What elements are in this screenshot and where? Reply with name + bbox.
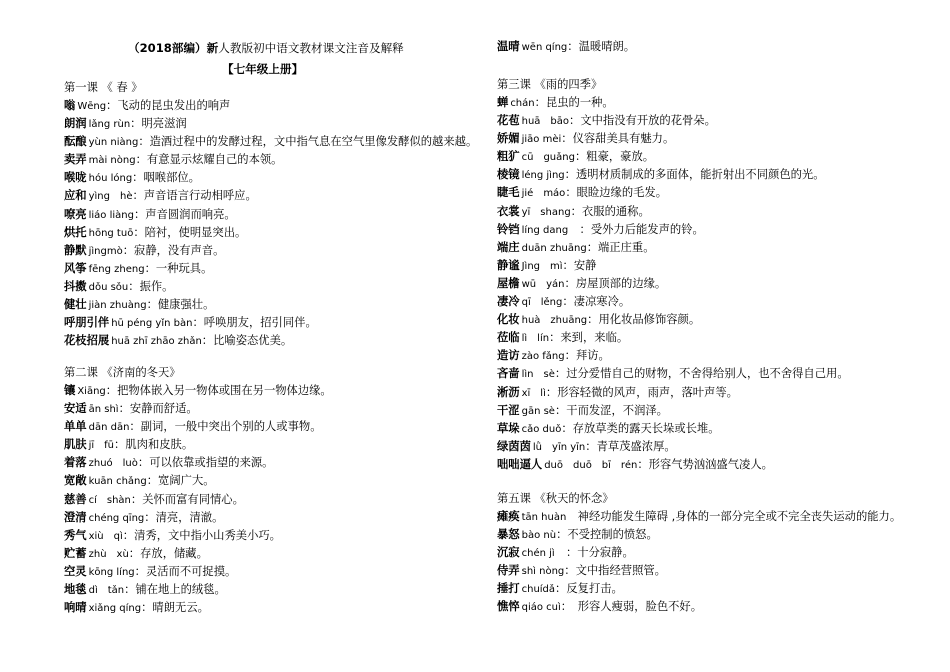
vocab-word: 侍弄 [497,564,520,578]
vocab-definition: 声音语言行动相呼应。 [143,189,257,203]
vocab-separator: ： [545,385,558,399]
lesson-section [64,364,489,617]
vocab-word: 娇媚 [497,132,520,146]
vocab-word: 干涩 [497,403,520,417]
vocab-word: 憔悴 [497,600,520,614]
vocab-definition: 房屋顶部的边缘。 [575,276,667,290]
vocab-definition: 呼唤朋友，招引同伴。 [203,316,317,330]
vocab-separator: ： [141,601,153,615]
vocab-entry [64,187,489,205]
vocab-pinyin: duān zhuāng [521,242,587,254]
lesson-section [64,79,489,350]
vocab-definition: 灵活而不可捉摸。 [145,564,237,578]
vocab-definition: 清秀，文中指小山秀美小巧。 [134,528,281,542]
vocab-pinyin: léng jìng [521,170,565,182]
vocab-pinyin: hóu lóng [88,173,133,185]
vocab-word: 沉寂 [497,546,520,560]
vocab-pinyin: chén jì [521,548,555,560]
vocab-pinyin: cí shàn [88,494,131,506]
vocab-separator: ： [565,186,577,200]
vocab-separator: ： [554,403,567,417]
vocab-entry [64,332,489,350]
vocab-word: 卖弄 [64,153,87,167]
vocab-definition: 铺在地上的绒毯。 [135,583,226,597]
vocab-separator: ： [561,132,573,146]
vocab-separator: ： [146,474,159,488]
vocab-word: 嘹亮 [64,207,87,221]
vocab-entry [497,438,942,456]
vocab-separator: ： [137,456,150,470]
vocab-definition: 比喻姿态优美。 [213,334,293,348]
vocab-separator: ： [122,528,135,542]
vocab-separator: ： [133,207,146,221]
vocab-entry [497,203,942,221]
vocab-definition: 拜访。 [575,349,610,363]
vocab-separator: ： [574,150,587,164]
vocab-word: 吝啬 [497,367,520,381]
vocab-word: 凄冷 [497,295,520,309]
vocab-word: 肌肤 [64,438,87,452]
vocab-entry [64,527,489,545]
vocab-word: 健壮 [64,298,87,312]
vocab-entry [497,580,942,598]
vocab-entry [64,314,489,332]
vocab-definition: 用化妆品修饰容颜。 [598,313,701,327]
vocab-definition: 十分寂静。 [577,546,634,560]
vocab-pinyin: lì lín [521,333,550,345]
vocab-separator: ： [564,168,576,182]
vocab-definition: 咽喉部位。 [143,171,200,185]
vocab-word: 嗡 [64,99,76,112]
vocab-definition: 寂静，没有声音。 [134,243,225,257]
lesson-section [497,38,942,56]
lesson-heading: 第二课 《济南的冬天》 [64,366,181,379]
vocab-entry [497,239,942,257]
vocab-word: 咄咄逼人 [497,457,543,471]
vocab-pinyin: qiáo cuì [521,602,561,614]
vocab-pinyin: shì nòng [521,566,565,578]
vocab-definition: 不受控制的愤怒。 [567,528,658,542]
vocab-word: 蝉 [497,96,509,109]
lesson-heading: 第三课 《雨的四季》 [497,78,603,91]
vocab-entry [64,563,489,581]
vocab-pinyin: ān shì [88,404,119,416]
vocab-entry [64,242,489,260]
vocab-separator: ： [132,171,144,185]
vocab-pinyin: Jìng mì [521,260,563,272]
vocab-pinyin: chéng qīng [88,512,145,524]
vocab-definition: 形容人瘦弱，脸色不好。 [566,600,703,614]
vocab-definition: 存放，储藏。 [140,546,208,560]
vocab-entry [497,311,942,329]
vocab-entry [497,275,942,293]
vocab-entry [64,278,489,296]
vocab-entry [64,436,489,454]
vocab-entry [497,293,942,311]
vocab-definition: 端正庄重。 [598,240,655,254]
vocab-pinyin: jī fū [88,440,115,452]
lesson-heading: 第一课 《 春 》 [64,81,143,94]
vocab-entry [64,296,489,314]
vocab-word: 粗犷 [497,150,520,164]
vocab-separator: ： [129,420,141,434]
vocab-word: 睫毛 [497,186,520,200]
vocab-definition: 宽阔广大。 [158,474,215,488]
vocab-entry [497,94,942,112]
vocab-word: 莅临 [497,331,520,345]
vocab-entry [64,224,489,242]
vocab-definition: 有意显示炫耀自己的本领。 [146,153,283,167]
vocab-definition: 声音圆润而响亮。 [145,207,236,221]
vocab-definition: 陪衬，使明显突出。 [144,225,247,239]
vocab-pinyin: zhù xù [88,548,129,560]
vocab-definition: 反复打击。 [566,582,623,596]
vocab-definition: 造酒过程中的发酵过程，文中指气息在空气里像发酵似的越来越。 [149,135,478,149]
vocab-separator: ： [106,99,118,112]
vocab-word: 应和 [64,189,87,203]
vocab-entry [64,454,489,472]
vocab-separator: ： [144,261,156,275]
vocab-word: 棱镜 [497,168,520,182]
vocab-entry [497,562,942,580]
vocab-pinyin: jìngmò [88,245,123,257]
vocab-separator: ： [549,331,561,345]
vocab-definition: 晴朗无云。 [152,601,209,615]
vocab-word: 花枝招展 [64,334,110,348]
vocab-separator: ： [124,583,136,597]
vocab-definition: 把物体嵌入另一物体或围在另一物体边缘。 [117,384,332,397]
vocab-entry [64,400,489,418]
vocab-pinyin: lǎng rùn [88,119,131,131]
vocab-word: 衣裳 [497,204,520,218]
vocab-separator: ： [105,384,118,397]
vocab-word: 贮蓄 [64,546,87,560]
vocab-pinyin: bào nù [521,530,557,542]
vocab-word: 呼朋引伴 [64,316,110,330]
vocab-separator: ： [134,564,146,578]
vocab-entry [497,384,942,402]
vocab-entry [497,402,942,420]
vocab-entry [64,115,489,133]
vocab-definition: 振作。 [139,279,174,293]
vocab-separator: ： [554,367,567,381]
vocab-separator [566,510,577,523]
vocab-separator: ： [586,240,598,254]
vocab-definition: 可以依靠或指望的来源。 [149,456,274,470]
vocab-pinyin: qī lěng [521,297,563,309]
vocab-pinyin: yìng hè [88,191,133,203]
vocab-definition: 透明材质制成的多面体，能折射出不同颜色的光。 [575,168,825,182]
vocab-definition: 一种玩具。 [155,261,213,275]
vocab-separator: ： [144,510,156,524]
vocab-entry [497,544,942,562]
vocab-pinyin: kuān chǎng [88,476,147,488]
vocab-word: 花苞 [497,114,520,128]
vocab-separator: ： [585,439,597,453]
vocab-pinyin: dān dān [88,422,130,434]
vocab-pinyin: jiāo mèi [521,134,562,146]
vocab-word: 绿茵茵 [497,439,531,453]
vocab-pinyin: huā bāo [521,116,570,128]
vocab-entry [64,206,489,224]
vocab-word: 慈善 [64,492,87,506]
vocab-definition: 形容气势汹汹盛气凌人。 [648,457,773,471]
vocab-separator: ： [569,114,581,128]
vocab-pinyin: jiàn zhuàng [88,300,147,312]
vocab-separator: ： [138,135,150,149]
vocab-definition: 文中指没有开放的花骨朵。 [580,114,716,128]
vocab-entry [64,151,489,169]
vocab-word: 镶 [64,384,76,397]
vocab-entry [497,221,942,239]
vocab-pinyin: yùn niàng [88,137,139,149]
vocab-pinyin: chán [510,98,535,109]
vocab-definition: 安静而舒适。 [129,402,198,416]
vocab-pinyin: líng dang [521,224,569,236]
vocab-separator: ： [564,564,576,578]
vocab-pinyin: hōng tuō [88,227,134,239]
vocab-pinyin: liáo liàng [88,209,134,221]
vocab-definition: 形容轻微的风声，雨声，落叶声等。 [557,385,738,399]
vocab-definition: 关怀而富有同情心。 [142,492,244,506]
vocab-separator: ： [133,225,145,239]
vocab-separator: ： [637,457,649,471]
vocab-word: 地毯 [64,583,87,597]
vocab-entry [497,329,942,347]
vocab-entry [64,599,489,617]
vocab-entry [497,130,942,148]
vocab-entry [497,347,942,365]
vocab-word: 屋檐 [497,276,520,290]
vocab-word: 酝酿 [64,135,87,149]
vocab-pinyin: cǎo duǒ [521,423,562,435]
document-subtitle: 【七年级上册】 [222,62,304,76]
vocab-entry [64,418,489,436]
vocab-word: 抖擞 [64,279,87,293]
vocab-entry [497,598,942,616]
vocab-definition: 凄凉寒冷。 [573,295,631,309]
vocab-definition: 青草茂盛浓厚。 [596,439,676,453]
vocab-word: 响晴 [64,601,87,615]
vocab-word: 宽敞 [64,474,87,488]
vocab-definition: 清亮，清澈。 [155,510,224,524]
vocab-entry [64,581,489,599]
vocab-separator: ： [567,40,579,53]
vocab-pinyin: lǜ yīn yīn [532,441,586,453]
vocab-separator: ： [534,96,546,109]
vocab-definition: 健康强壮。 [157,298,215,312]
vocab-word: 淅沥 [497,385,520,399]
vocab-word: 单单 [64,420,87,434]
vocab-separator: ： [118,402,130,416]
vocab-separator: ： [146,298,158,312]
vocab-entry [497,456,942,474]
vocab-definition: 仪容甜美具有魅力。 [572,132,675,146]
vocab-definition: 明亮滋润 [141,117,187,131]
vocab-word: 暴怒 [497,528,520,542]
vocab-separator: ： [192,316,204,330]
vocab-entry [64,509,489,527]
vocab-entry [497,148,942,166]
vocab-separator: ： [201,334,214,348]
vocab-entry [64,545,489,563]
vocab-pinyin: tān huàn [521,512,567,523]
vocab-pinyin: zào fǎng [521,351,565,363]
vocab-word: 秀气 [64,528,87,542]
vocab-definition: 衣服的通称。 [581,204,650,218]
vocab-pinyin: wēn qíng [521,42,568,53]
lesson-section [497,76,942,474]
title-text: 人教版初中语文教材课文注音及解释 [218,41,404,55]
document-title [128,41,404,55]
vocab-definition: 副词，一般中突出个别的人或事物。 [140,420,322,434]
vocab-definition: 受外力后能发声的铃。 [590,222,704,236]
vocab-pinyin: huā zhī zhāo zhǎn [111,336,202,348]
vocab-separator: ： [130,492,143,506]
vocab-pinyin: fēng zheng [88,263,145,275]
vocab-definition: 存放草类的露天长垛或长堆。 [572,421,720,435]
vocab-word: 喉咙 [64,171,87,185]
vocab-word: 烘托 [64,225,87,239]
vocab-pinyin: kōng líng [88,566,135,578]
vocab-pinyin: dǒu sǒu [88,281,129,293]
vocab-pinyin: gān sè [521,405,555,417]
vocab-definition: 飞动的昆虫发出的响声 [117,99,231,112]
vocab-definition: 神经功能发生障碍 ,身体的一部分完全或不完全丧失运动的能力。 [577,510,902,523]
vocab-entry [497,365,942,383]
vocab-separator: ： [562,258,574,272]
vocab-word: 化妆 [497,313,520,327]
vocab-pinyin: xiù qì [88,530,123,542]
vocab-separator: ： [554,546,578,560]
vocab-definition: 过分爱惜自己的财物，不舍得给别人，也不舍得自己用。 [566,367,849,381]
vocab-pinyin: dì tǎn [88,585,125,597]
lesson-section [497,490,942,617]
vocab-word: 朗润 [64,117,87,131]
vocab-entry [64,169,489,187]
vocab-entry [64,260,489,278]
vocab-word: 安适 [64,402,87,416]
vocab-separator: ： [564,349,576,363]
vocab-entry [497,508,942,526]
vocab-word: 风筝 [64,261,87,275]
vocab-pinyin: chuídǎ [521,584,556,596]
vocab-pinyin: huà zhuāng [521,315,588,327]
vocab-separator: ： [132,189,144,203]
title-year: （2018部编）新 [128,41,219,55]
vocab-pinyin: Wēng [77,101,107,112]
vocab-word: 端庄 [497,240,520,254]
vocab-separator: ： [555,582,567,596]
vocab-separator: ： [122,243,135,257]
vocab-separator: ： [568,222,591,236]
vocab-pinyin: hū péng yǐn bàn [111,318,193,330]
vocab-entry [64,491,489,509]
vocab-word: 静谧 [497,258,520,272]
vocab-separator: ： [128,279,140,293]
vocab-pinyin: yī shang [521,206,571,218]
vocab-pinyin: zhuó luò [88,458,138,470]
vocab-separator: ： [135,153,147,167]
vocab-separator: ： [128,546,141,560]
vocab-entry [497,420,942,438]
vocab-definition: 文中指经营照管。 [575,564,666,578]
vocab-definition: 来到，来临。 [560,331,629,345]
vocab-entry [497,112,942,130]
vocab-entry [497,184,942,202]
vocab-separator: ： [564,276,576,290]
lesson-heading: 第五课 《秋天的怀念》 [497,492,614,505]
vocab-pinyin: Xiāng [77,386,106,397]
vocab-word: 捶打 [497,582,520,596]
vocab-word: 瘫痪 [497,510,520,523]
vocab-definition: 肌肉和皮肤。 [125,438,194,452]
vocab-word: 静默 [64,243,87,257]
vocab-definition: 干而发涩，不润泽。 [566,403,668,417]
vocab-definition: 粗豪，豪放。 [586,150,655,164]
vocab-entry [497,526,942,544]
vocab-pinyin: duō duō bī rén [544,459,638,471]
vocab-separator: ： [562,295,574,309]
vocab-separator: ： [570,204,582,218]
vocab-definition: 眼睑边缘的毛发。 [576,186,668,200]
vocab-separator: ： [114,438,126,452]
vocab-separator: ： [130,117,142,131]
vocab-pinyin: xiǎng qíng [88,603,142,615]
vocab-word: 空灵 [64,564,87,578]
vocab-word: 温晴 [497,40,520,53]
vocab-word: 草垛 [497,421,520,435]
vocab-pinyin: lìn sè [521,369,555,381]
vocab-separator: ： [561,421,573,435]
vocab-definition: 昆虫的一种。 [545,96,614,109]
vocab-entry [497,166,942,184]
vocab-word: 澄清 [64,510,87,524]
vocab-entry [64,97,489,115]
vocab-pinyin: xī lì [521,387,546,399]
vocab-entry [497,38,942,56]
vocab-pinyin: jié máo [521,188,566,200]
vocab-entry [497,257,942,275]
vocab-separator: ： [560,600,567,614]
vocab-entry [64,133,489,151]
vocab-word: 造访 [497,349,520,363]
vocab-entry [64,472,489,490]
vocab-pinyin: wū yán [521,278,565,290]
vocab-word: 铃铛 [497,222,520,236]
vocab-separator: ： [587,313,599,327]
vocab-pinyin: mài nòng [88,155,136,167]
vocab-pinyin: cū guǎng [521,152,575,164]
vocab-definition: 温暖晴朗。 [578,40,636,53]
vocab-word: 着落 [64,456,87,470]
vocab-definition: 安静 [573,258,597,272]
vocab-entry [64,382,489,400]
vocab-separator: ： [556,528,568,542]
